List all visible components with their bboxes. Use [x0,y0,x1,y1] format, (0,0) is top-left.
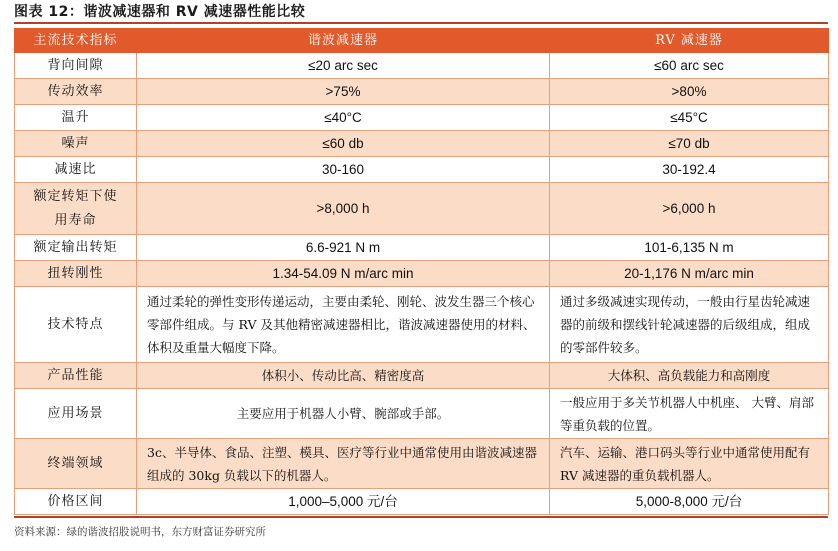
table-row [15,79,829,105]
comparison-table [14,28,829,515]
row-label: 额定转矩下使用寿命 [15,183,137,235]
table-row [15,261,829,287]
harmonic-value: 1.34-54.09 N m/arc min [137,261,550,287]
harmonic-value: >75% [137,79,550,105]
row-label: 噪声 [15,131,137,157]
header-harmonic: 谐波减速器 [137,29,550,53]
rv-value: >80% [550,79,829,105]
source-note: 资料来源：绿的谐波招股说明书，东方财富证券研究所 [14,516,828,539]
harmonic-value: 30-160 [137,157,550,183]
row-label: 扭转刚性 [15,261,137,287]
table-row [15,131,829,157]
row-label: 价格区间 [15,489,137,515]
table-row [15,53,829,79]
harmonic-value: >8,000 h [137,183,550,235]
table-row [15,439,829,489]
title-bar [14,0,828,24]
table-row [15,389,829,439]
harmonic-value: ≤60 db [137,131,550,157]
rv-value: 大体积、高负载能力和高刚度 [550,363,829,389]
row-label: 技术特点 [15,287,137,363]
rv-value: 30-192.4 [550,157,829,183]
rv-value: ≤60 arc sec [550,53,829,79]
table-header-row [15,29,829,53]
row-label: 终端领域 [15,439,137,489]
row-label: 额定输出转矩 [15,235,137,261]
harmonic-value: 3c、半导体、食品、注塑、模具、医疗等行业中通常使用由谐波减速器组成的 30kg 负载以下的机器人。 [137,439,550,489]
rv-value: ≤45°C [550,105,829,131]
chart-title: 图表 12：谐波减速器和 RV 减速器性能比较 [14,4,306,20]
harmonic-value: 主要应用于机器人小臂、腕部或手部。 [137,389,550,439]
table-row [15,183,829,235]
row-label: 产品性能 [15,363,137,389]
harmonic-value: ≤40°C [137,105,550,131]
table-row [15,489,829,515]
table-row [15,363,829,389]
rv-value: 5,000-8,000 元/台 [550,489,829,515]
rv-value: ≤70 db [550,131,829,157]
row-label: 背向间隙 [15,53,137,79]
rv-value: 通过多级减速实现传动，一般由行星齿轮减速器的前级和摆线针轮减速器的后级组成，组成的零部件较多。 [550,287,829,363]
row-label: 温升 [15,105,137,131]
header-rv: RV 减速器 [550,29,829,53]
row-label: 应用场景 [15,389,137,439]
header-indicator: 主流技术指标 [15,29,137,53]
harmonic-value: ≤20 arc sec [137,53,550,79]
row-label: 减速比 [15,157,137,183]
table-row [15,105,829,131]
table-row [15,157,829,183]
table-row [15,287,829,363]
harmonic-value: 1,000–5,000 元/台 [137,489,550,515]
harmonic-value: 6.6-921 N m [137,235,550,261]
rv-value: >6,000 h [550,183,829,235]
rv-value: 101-6,135 N m [550,235,829,261]
rv-value: 20-1,176 N m/arc min [550,261,829,287]
row-label: 传动效率 [15,79,137,105]
rv-value: 汽车、运输、港口码头等行业中通常使用配有 RV 减速器的重负载机器人。 [550,439,829,489]
harmonic-value: 体积小、传动比高、精密度高 [137,363,550,389]
harmonic-value: 通过柔轮的弹性变形传递运动，主要由柔轮、刚轮、波发生器三个核心零部件组成。与 RV 及其他精密减速器相比，谐波减速器使用的材料、体积及重量大幅度下降。 [137,287,550,363]
rv-value: 一般应用于多关节机器人中机座、 大臂、肩部等重负载的位置。 [550,389,829,439]
table-row [15,235,829,261]
